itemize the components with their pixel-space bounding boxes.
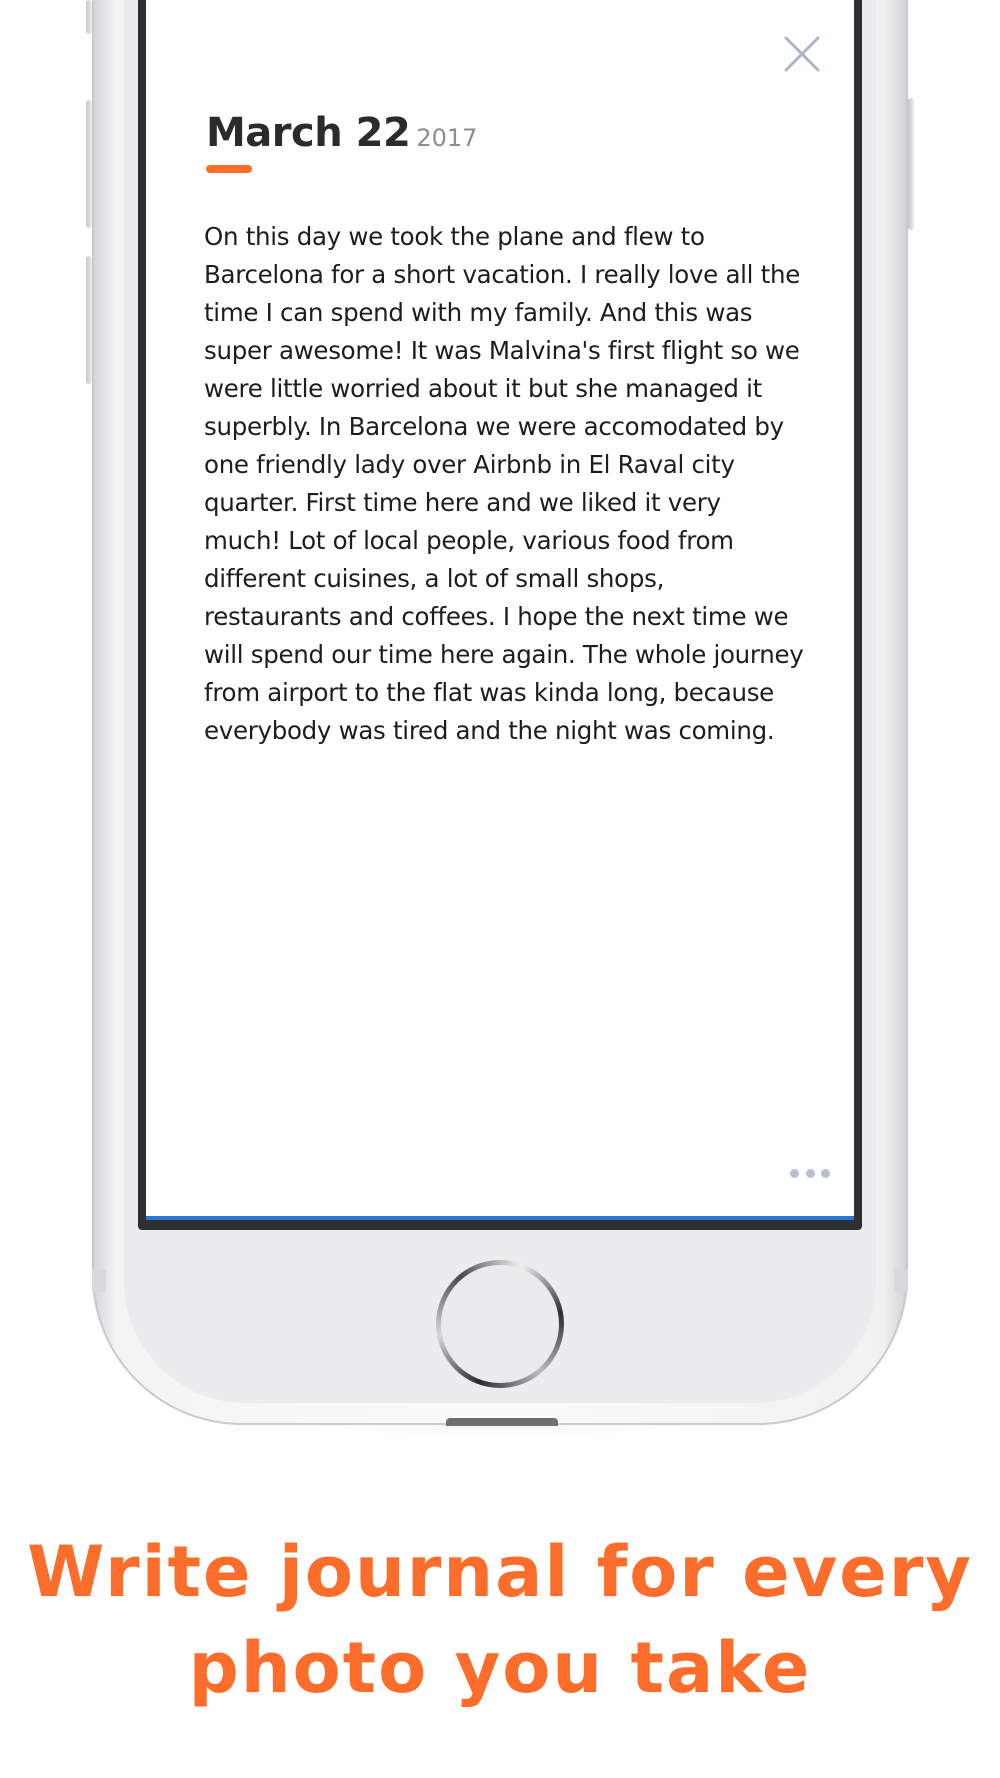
- tagline-line-2: photo you take: [188, 1627, 812, 1709]
- home-button[interactable]: [436, 1260, 564, 1388]
- date-accent-underline: [206, 165, 252, 173]
- entry-date: [206, 110, 477, 156]
- entry-date-year: 2017: [416, 124, 478, 152]
- tagline-line-1: Write journal for every: [27, 1531, 973, 1613]
- antenna-band-right: [894, 1270, 908, 1292]
- more-options-button[interactable]: [790, 1166, 830, 1180]
- power-button: [908, 98, 914, 230]
- antenna-band-left: [92, 1270, 106, 1292]
- journal-entry-view: [146, 0, 854, 1220]
- entry-date-day: March 22: [206, 110, 411, 156]
- marketing-tagline: [0, 1524, 1000, 1716]
- journal-entry-text: On this day we took the plane and flew to Barcelona for a short vacation. I really love all the time I can spend with my family. And this was super awesome! It was Malvina's first flight so we were little worried about it but she managed it superbly. In Barcelona we were accomodated by one friendly lady over Airbnb in El Raval city quarter. First time here and we liked it very much! Lot of local people, various food from different cuisines, a lot of small shops, restaurants and coffees. I hope the next time we will spend our time here again. The whole journey from airport to the flat was kinda long, because everybody was tired and the night was coming.: [204, 222, 804, 745]
- close-icon: [784, 36, 820, 72]
- close-button[interactable]: [784, 36, 820, 72]
- phone-screen: [138, 0, 862, 1230]
- more-dots-icon: [790, 1169, 799, 1178]
- bottom-speaker: [446, 1418, 558, 1426]
- more-dots-icon: [821, 1169, 830, 1178]
- more-dots-icon: [806, 1169, 815, 1178]
